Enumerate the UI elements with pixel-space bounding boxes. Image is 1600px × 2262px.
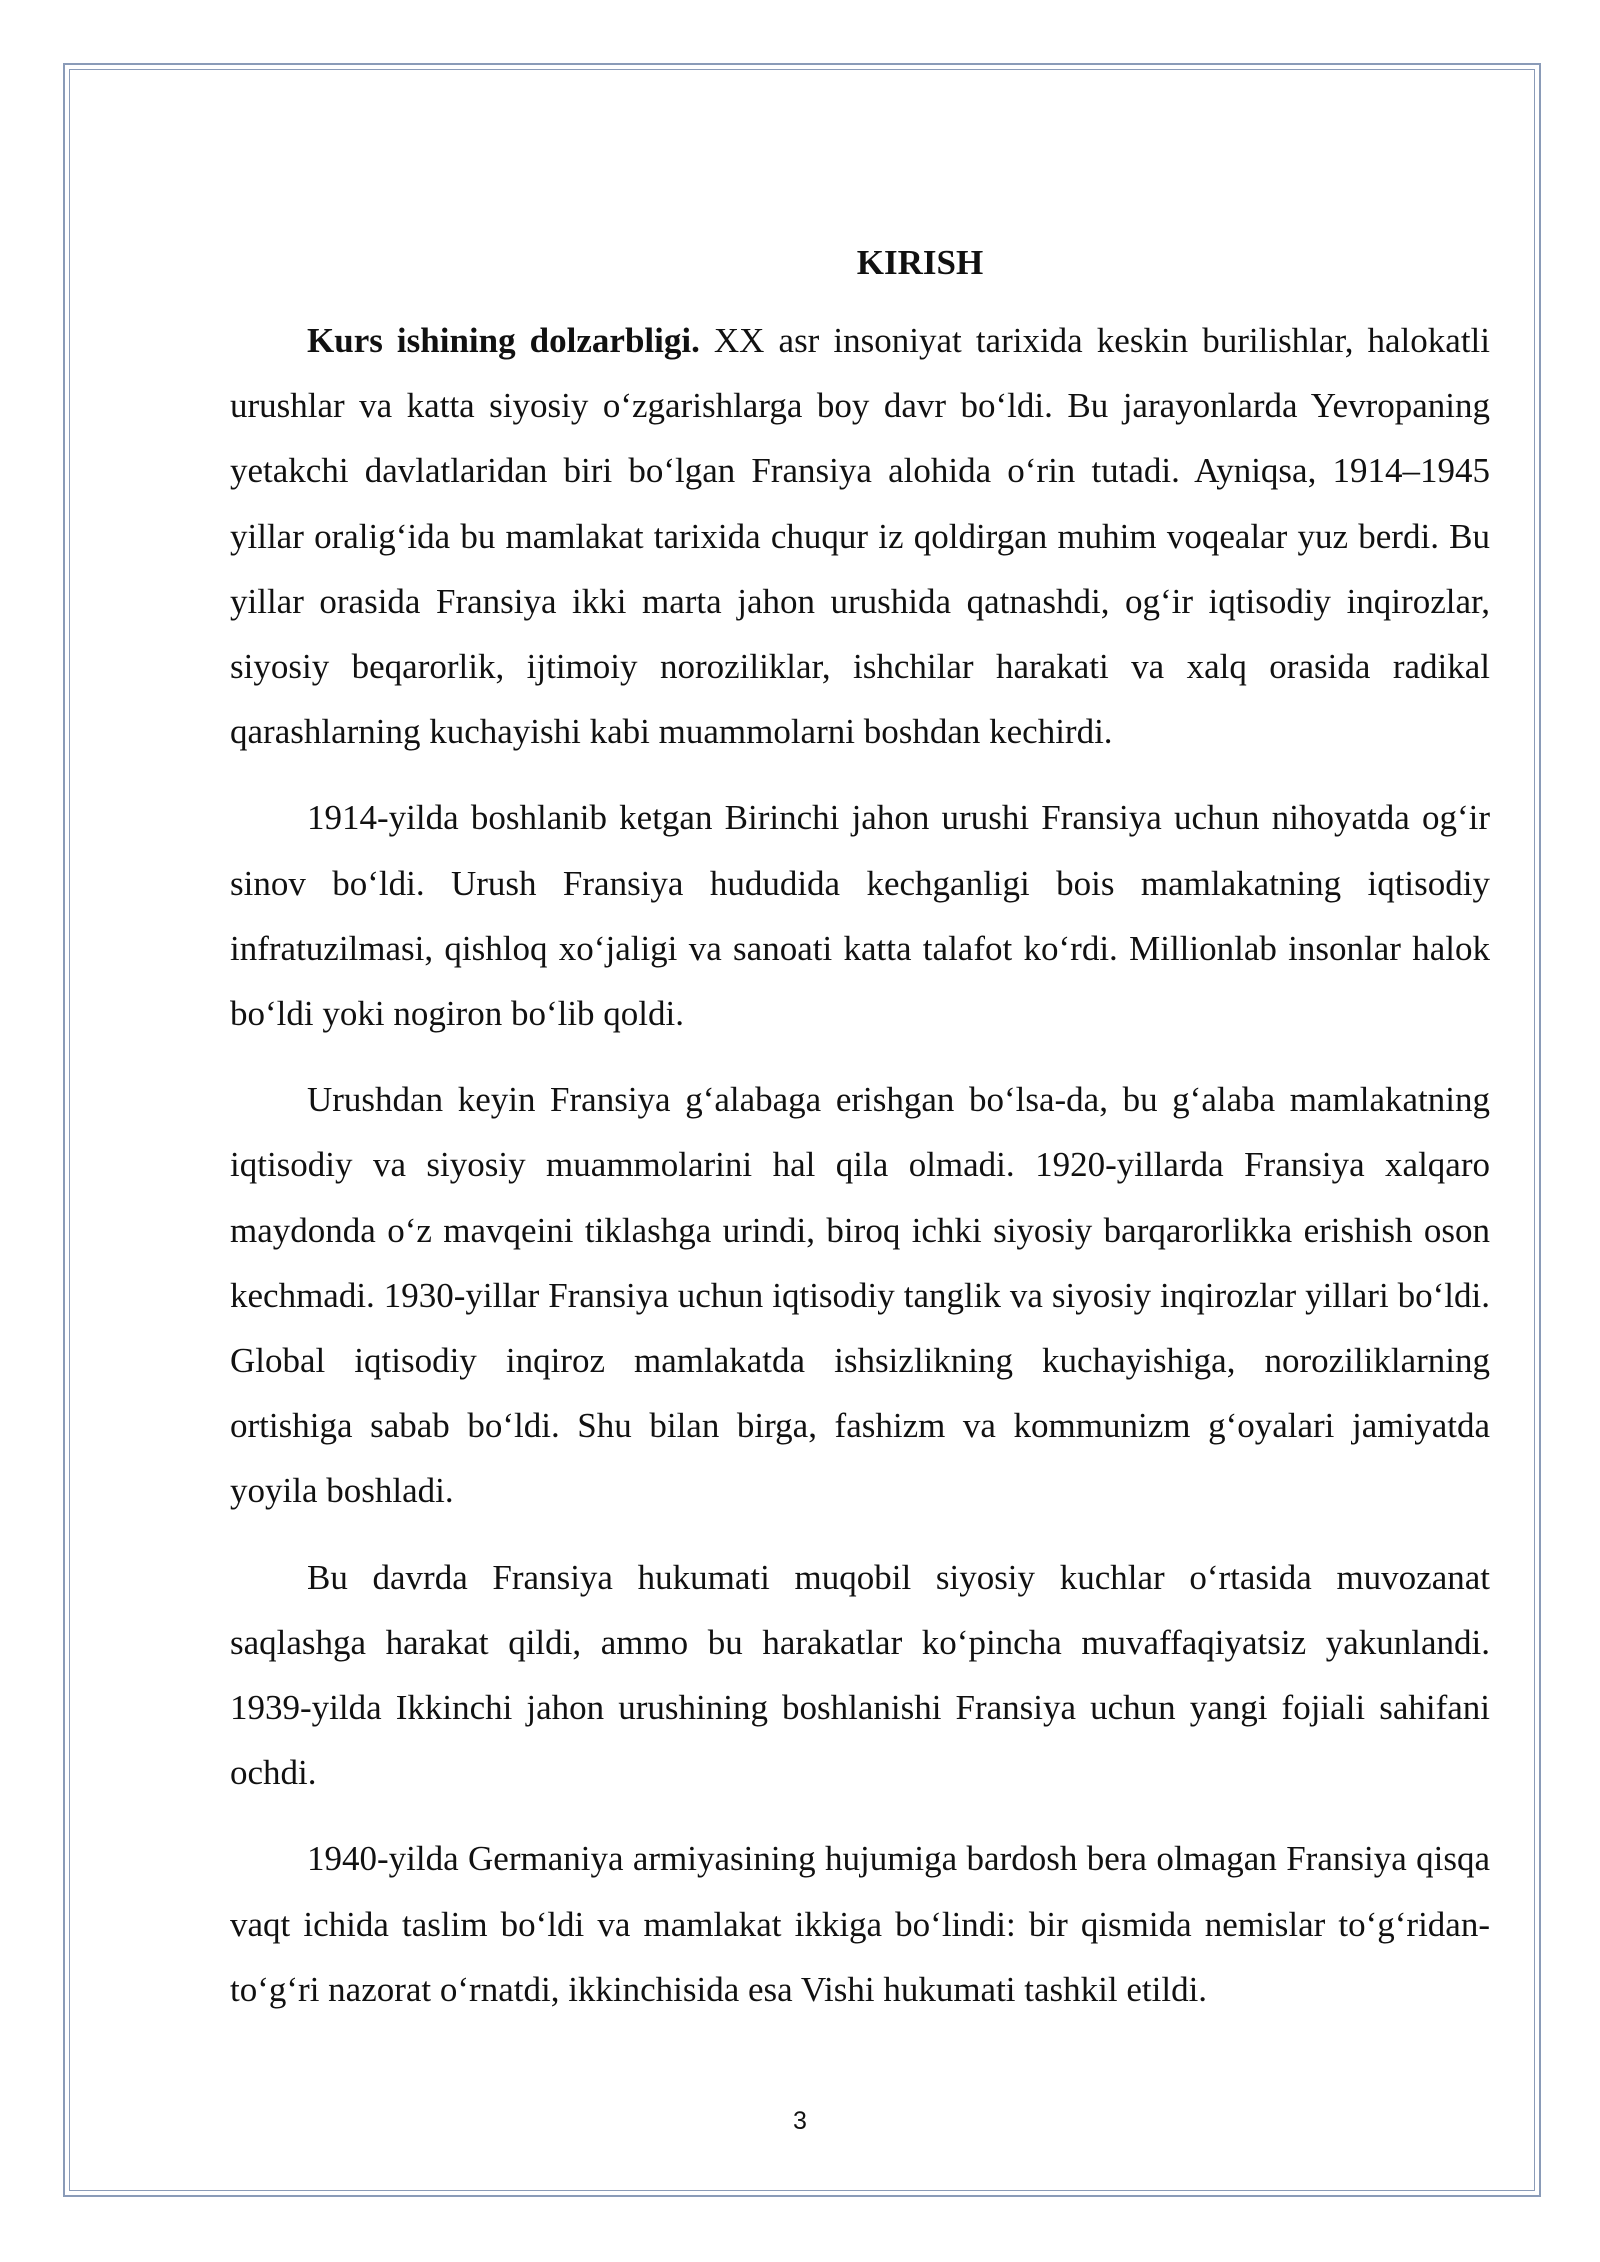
paragraph-4: Bu davrda Fransiya hukumati muqobil siyosiy kuchlar oʻrtasida muvozanat saqlashga harakat qildi, ammo bu harakatlar koʻpincha muvaffaqiyatsiz yakunlandi. 1939-yilda Ikkinchi jahon urushining boshlanishi Fransiya uchun yangi fojiali sahifani ochdi. bbox=[230, 1557, 1490, 1793]
section-heading: KIRISH bbox=[856, 243, 984, 282]
intro-text: XX asr insoniyat tarixida keskin burilishlar, halokatli urushlar va katta siyosiy oʻzgarishlarga boy davr boʻldi. Bu jarayonlarda Yevropaning yetakchi davlatlaridan biri boʻlgan Fransiya alohida oʻrin tutadi. Ayniqsa, 1914–1945 yillar oraligʻida bu mamlakat tarixida chuqur iz qoldirgan muhim voqealar yuz berdi. Bu yillar orasida Fransiya ikki marta jahon urushida qatnashdi, ogʻir iqtisodiy inqirozlar, siyosiy beqarorlik, ijtimoiy noroziliklar, ishchilar harakati va xalq orasida radikal qarashlarning kuchayishi kabi muammolarni boshdan kechirdi. bbox=[230, 321, 1490, 752]
document-body bbox=[230, 238, 1490, 2043]
intro-lead: Kurs ishining dolzarbligi. bbox=[307, 321, 700, 360]
paragraph-5: 1940-yilda Germaniya armiyasining hujumiga bardosh bera olmagan Fransiya qisqa vaqt ichida taslim boʻldi va mamlakat ikkiga boʻlindi: bir qismida nemislar toʻgʻridan-toʻgʻri nazorat oʻrnatdi, ikkinchisida esa Vishi hukumati tashkil etildi. bbox=[230, 1839, 1490, 2009]
page-number: 3 bbox=[793, 2107, 807, 2135]
paragraph-3: Urushdan keyin Fransiya gʻalabaga erishgan boʻlsa-da, bu gʻalaba mamlakatning iqtisodiy va siyosiy muammolarini hal qila olmadi. 1920-yillarda Fransiya xalqaro maydonda oʻz mavqeini tiklashga urindi, biroq ichki siyosiy barqarorlikka erishish oson kechmadi. 1930-yillar Fransiya uchun iqtisodiy tanglik va siyosiy inqirozlar yillari boʻldi. Global iqtisodiy inqiroz mamlakatda ishsizlikning kuchayishiga, noroziliklarning ortishiga sabab boʻldi. Shu bilan birga, fashizm va kommunizm gʻoyalari jamiyatda yoyila boshladi. bbox=[230, 1080, 1490, 1511]
paragraph-intro bbox=[230, 308, 1490, 764]
paragraph-2: 1914-yilda boshlanib ketgan Birinchi jahon urushi Fransiya uchun nihoyatda ogʻir sinov boʻldi. Urush Fransiya hududida kechganligi bois mamlakatning iqtisodiy infratuzilmasi, qishloq xoʻjaligi va sanoati katta talafot koʻrdi. Millionlab insonlar halok boʻldi yoki nogiron boʻlib qoldi. bbox=[230, 798, 1490, 1034]
